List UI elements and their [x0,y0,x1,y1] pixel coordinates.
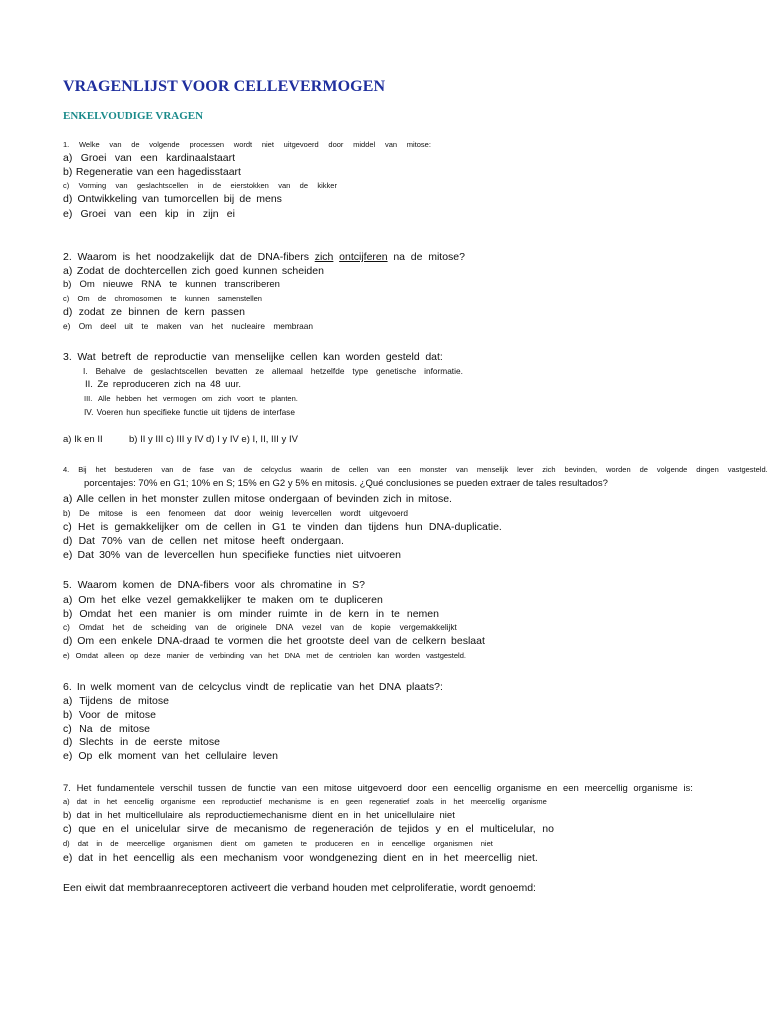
q2-option-a: a) Zodat de dochtercellen zich goed kunnen scheiden [63,265,324,277]
q2-option-c: c) Om de chromosomen te kunnen samenstellen [63,294,262,303]
q4-option-c: c) Het is gemakkelijker om de cellen in G1 te vinden dan tijdens hun DNA-duplicatie. [63,521,502,533]
q7-question: 7. Het fundamentele verschil tussen de functie van een mitose uitgevoerd door een eencellig organisme en een meercellig organisme is: [63,783,693,794]
q4-option-a: a) Alle cellen in het monster zullen mitose ondergaan of bevinden zich in mitose. [63,493,452,505]
q3-statement-i: I. Behalve de geslachtscellen bevatten ze allemaal hetzelfde type genetische informatie. [83,366,463,376]
q3-statement-iii: III. Alle hebben het vermogen om zich voort te planten. [84,394,298,403]
q5-option-c: c) Omdat het de scheiding van de originele DNA vezel van de kopie vergemakkelijkt [63,622,457,632]
q4-option-b: b) De mitose is een fenomeen dat door weinig levercellen wordt uitgevoerd [63,508,408,518]
q5-option-a: a) Om het elke vezel gemakkelijker te maken om te dupliceren [63,594,383,606]
q5-option-e: e) Omdat alleen op deze manier de verbinding van het DNA met de centriolen kan worden vastgesteld. [63,651,466,660]
q6-question: 6. In welk moment van de celcyclus vindt de replicatie van het DNA plaats?: [63,681,443,693]
q1-option-b: b) Regeneratie van een hagedisstaart [63,166,241,178]
q1-question: 1. Welke van de volgende processen wordt niet uitgevoerd door middel van mitose: [63,140,431,149]
q5-option-b: b) Omdat het een manier is om minder ruimte in de kern in te nemen [63,608,439,620]
q4-option-d: d) Dat 70% van de cellen net mitose heeft ondergaan. [63,535,344,547]
q3-answer-options: a) Ik en II b) II y III c) III y IV d) I y IV e) I, II, III y IV [63,434,298,445]
q4-option-e: e) Dat 30% van de levercellen hun specifieke functies niet uitvoeren [63,549,401,561]
q6-option-e: e) Op elk moment van het cellulaire leven [63,750,278,762]
q1-option-c: c) Vorming van geslachtscellen in de eierstokken van de kikker [63,181,337,190]
q6-option-d: d) Slechts in de eerste mitose [63,736,220,748]
q7-option-d: d) dat in de meercellige organismen dient om gameten te produceren en in eencellige organismen niet [63,839,493,848]
q3-statement-ii: II. Ze reproduceren zich na 48 uur. [85,379,241,390]
q2-option-d: d) zodat ze binnen de kern passen [63,306,245,318]
q4-question: 4. Bij het bestuderen van de fase van de celcyclus waarin de cellen van een monster van menselijk lever zich bevinden, worden de volgende dingen vastgesteld. [63,465,768,474]
q5-question: 5. Waarom komen de DNA-fibers voor als chromatine in S? [63,579,365,591]
q3-question: 3. Wat betreft de reproductie van menselijke cellen kan worden gesteld dat: [63,351,443,363]
q4-question-continued: porcentajes: 70% en G1; 10% en S; 15% en G2 y 5% en mitosis. ¿Qué conclusiones se pueden extraer de tales resultados? [84,478,608,489]
q7-option-b: b) dat in het multicellulaire als reproductiemechanisme dient en in het unicellulaire niet [63,810,455,821]
section-heading: ENKELVOUDIGE VRAGEN [63,110,204,122]
q6-option-b: b) Voor de mitose [63,709,156,721]
q7-option-a: a) dat in het eencellig organisme een reproductief mechanisme is en geen regeneratief zoals in het meercellig organisme [63,797,547,806]
q2-option-e: e) Om deel uit te maken van het nucleaire membraan [63,321,313,331]
q1-option-a: a) Groei van een kardinaalstaart [63,152,235,164]
q1-option-e: e) Groei van een kip in zijn ei [63,208,235,220]
q2-option-b: b) Om nieuwe RNA te kunnen transcriberen [63,279,280,290]
q7-option-e: e) dat in het eencellig als een mechanism voor wondgenezing dient en in het meercellig niet. [63,852,538,864]
q1-option-d: d) Ontwikkeling van tumorcellen bij de mens [63,193,282,205]
q6-option-c: c) Na de mitose [63,723,150,735]
document-title: VRAGENLIJST VOOR CELLEVERMOGEN [63,78,386,95]
q6-option-a: a) Tijdens de mitose [63,695,169,707]
q2-question: 2. Waarom is het noodzakelijk dat de DNA-fibers zich ontcijferen na de mitose? [63,251,465,263]
q5-option-d: d) Om een enkele DNA-draad te vormen die het grootste deel van de celkern beslaat [63,635,485,647]
q3-statement-iv: IV. Voeren hun specifieke functie uit tijdens de interfase [84,407,295,417]
q8-question: Een eiwit dat membraanreceptoren activeert die verband houden met celproliferatie, wordt genoemd: [63,882,536,894]
q7-option-c: c) que en el unicelular sirve de mecanismo de regeneración de tejidos y en el multicelular, no [63,823,554,835]
